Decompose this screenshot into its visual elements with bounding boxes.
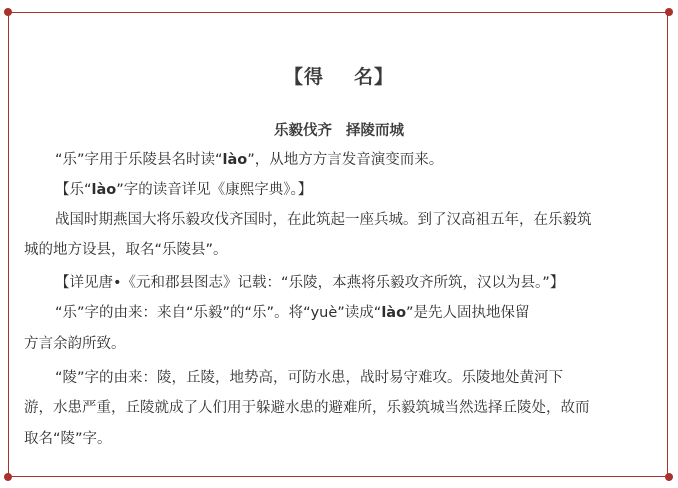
paragraph-line: 游，水患严重，丘陵就成了人们用于躲避水患的避难所，乐毅筑城当然选择丘陵处，故而 bbox=[24, 400, 590, 416]
subtitle-part2: 择陵而城 bbox=[346, 123, 404, 139]
subtitle-part1: 乐毅伐齐 bbox=[274, 123, 332, 139]
paragraph-line: “乐”字的由来：来自“乐毅”的“乐”。将“yuè”读成“lào”是先人固执地保留 bbox=[55, 305, 530, 321]
heading-close: 名】 bbox=[354, 66, 395, 88]
paragraph-line: 【详见唐•《元和郡县图志》记载：“乐陵，本燕将乐毅攻齐所筑，汉以为县。”】 bbox=[55, 275, 565, 291]
section-heading bbox=[0, 62, 678, 89]
corner-dot-icon bbox=[665, 473, 673, 481]
paragraph-line: 取名“陵”字。 bbox=[24, 431, 112, 447]
paragraph-line: 战国时期燕国大将乐毅攻伐齐国时，在此筑起一座兵城。到了汉高祖五年，在乐毅筑 bbox=[55, 212, 592, 228]
corner-dot-icon bbox=[4, 473, 12, 481]
paragraph-line: 城的地方设县，取名“乐陵县”。 bbox=[24, 242, 228, 258]
paragraph-line: 【乐“lào”字的读音详见《康熙字典》。】 bbox=[55, 182, 313, 198]
section-subtitle bbox=[0, 119, 678, 140]
corner-dot-icon bbox=[665, 8, 673, 16]
paragraph-line: “陵”字的由来：陵，丘陵，地势高，可防水患，战时易守难攻。乐陵地处黄河下 bbox=[55, 370, 564, 386]
paragraph-line: “乐”字用于乐陵县名时读“lào”，从地方方言发音演变而来。 bbox=[55, 152, 444, 168]
heading-open: 【得 bbox=[283, 66, 324, 88]
corner-dot-icon bbox=[4, 8, 12, 16]
paragraph-line: 方言余韵所致。 bbox=[24, 336, 126, 352]
